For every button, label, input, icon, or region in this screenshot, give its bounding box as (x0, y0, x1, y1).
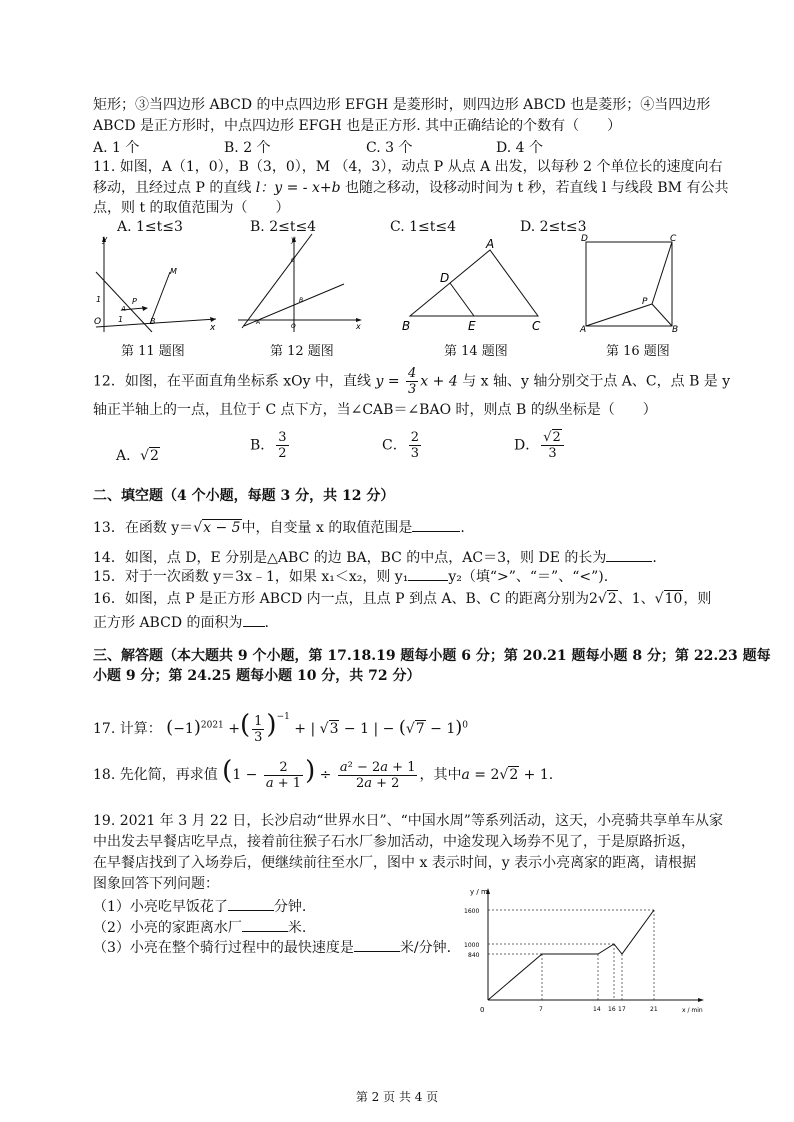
q10-option-c: C. 3 个 (366, 140, 413, 156)
graph19-xtick-21: 21 (650, 1006, 658, 1013)
q11-line-equation: l：y = - x+b (255, 180, 341, 196)
graph19-ytick-840: 840 (468, 952, 480, 959)
f11-origin-label: O (94, 317, 102, 327)
f14-e-label: E (468, 319, 476, 333)
q15: 15．对于一次函数 y＝3x﹣1，如果 x₁＜x₂，则 y₁ y₂（填“>”、“＝”、“<”). (93, 566, 608, 586)
graph19-xtick-14: 14 (593, 1006, 601, 1013)
q19-line2: 中出发去早餐店吃早点，接着前往猴子石水厂参加活动，中途发现入场券不见了，于是原路折返， (93, 834, 695, 850)
graph19-ytick-1000: 1000 (464, 942, 480, 949)
q10-option-b: B. 2 个 (224, 140, 271, 156)
q10-line2: ABCD 是正方形时，中点四边形 EFGH 也是正方形. 其中正确结论的个数有（ ） (93, 118, 622, 134)
q11-option-d: D. 2≤t≤3 (520, 219, 587, 235)
f12-y-label: y (291, 235, 296, 244)
f16-c-label: C (670, 234, 677, 244)
q12-option-b: B． $\frac{3}{2}$ (250, 430, 287, 461)
caption-fig-12: 第 12 题图 (270, 344, 334, 359)
f11-y-label: y (102, 235, 108, 245)
f12-c-label: C (291, 257, 296, 264)
f11-one-y-label: 1 (96, 295, 102, 304)
page-footer: 第 2 页 共 4 页 (355, 1090, 439, 1104)
q18: 18. 先化简，再求值 (1 − $\frac{2}{a + 1}$ ) ÷ $\frac{\text{a² − 2a + 1}}{2a + 2}$ ，其中a = 2√2 + 1. (93, 756, 554, 791)
f16-p-label: P (642, 297, 648, 307)
q19-line1: 19. 2021 年 3 月 22 日，长沙启动“世界水日”、“中国水周”等系列活动，这天，小亮骑共享单车从家 (93, 813, 723, 829)
graph19-xtick-7: 7 (539, 1006, 543, 1013)
q12-line2: 轴正半轴上的一点，且位于 C 点下方，当∠CAB＝∠BAO 时，则点 B 的纵坐标是（ ） (93, 402, 657, 418)
figure-11 (92, 232, 222, 334)
f11-p-label: P (132, 297, 137, 306)
f16-b-label: B (672, 325, 679, 334)
f11-b-label: B (150, 317, 156, 326)
q19-line3: 在早餐店找到了入场券后，便继续前往至水厂，图中 x 表示时间，y 表示小亮离家的距离，请根据 (93, 855, 697, 871)
q11-line1: 11. 如图，A（1，0），B（3，0），M （4，3），动点 P 从点 A 出发，以每秒 2 个单位长的速度向右 (93, 159, 723, 175)
q19-line4: 图象回答下列问题： (93, 876, 219, 892)
q11-option-b: B. 2≤t≤4 (250, 219, 317, 235)
caption-fig-14: 第 14 题图 (444, 344, 508, 359)
section2-title: 二、填空题（4 个小题，每题 3 分，共 12 分） (93, 488, 395, 504)
q19-sub2: （2）小亮的家距离水厂 米. (93, 917, 306, 937)
graph19-xtick-17: 17 (618, 1006, 626, 1013)
q16-line2: 正方形 ABCD 的面积为 . (93, 612, 269, 632)
f16-a-label: A (580, 325, 587, 334)
q19-sub1: （1）小亮吃早饭花了 分钟. (93, 896, 306, 916)
f14-a-label: A (486, 237, 495, 251)
f11-m-label: M (170, 267, 177, 276)
f14-b-label: B (402, 319, 411, 333)
q17: 17. 计算： $(-1)^{2021}$ +( $\frac{1}{3}$ )$^{-1}$ + | √3 − 1 | − $(√7 - 1)^0$ (93, 710, 469, 745)
figure-14 (398, 236, 548, 334)
q16-line1: 16．如图，点 P 是正方形 ABCD 内一点，且点 P 到点 A、B、C 的距离分别为2√2、1、√10，则 (93, 591, 712, 607)
f12-x-label: x (356, 322, 361, 331)
section3-title-line2: 小题 9 分；第 24.25 题每小题 10 分，共 72 分） (93, 668, 421, 684)
graph19-origin: 0 (480, 1006, 485, 1014)
q11-option-c: C. 1≤t≤4 (390, 219, 457, 235)
graph19-xtick-16: 16 (608, 1006, 616, 1013)
q12-line1: 12．如图，在平面直角坐标系 xOy 中，直线 y = $\frac{4}{3}$ x + 4 与 x 轴、y 轴分别交于点 A、C，点 B 是 y (93, 366, 731, 397)
figure-12 (236, 232, 366, 334)
f11-x-label: x (210, 323, 216, 333)
q14: 14．如图，点 D，E 分别是△ABC 的边 BA，BC 的中点，AC＝3，则 DE 的长为 . (93, 547, 657, 567)
q11-line3: 点，则 t 的取值范围为（ ） (93, 200, 290, 216)
q19-graph (456, 884, 708, 1016)
q13: 13．在函数 y＝√x − 5中，自变量 x 的取值范围是 . (93, 517, 465, 537)
f14-d-label: D (440, 271, 450, 285)
q11-option-a: A. 1≤t≤3 (117, 219, 183, 235)
f11-one-x-label: 1 (118, 315, 124, 324)
figure-16 (576, 232, 686, 334)
caption-fig-11: 第 11 题图 (121, 344, 185, 359)
graph19-xlabel: x / min (682, 1007, 703, 1014)
q11-line2: 移动，且经过点 P 的直线 l：y = - x+b 也随之移动，设移动时间为 t 秒，若直线 l 与线段 BM 有公共 (93, 180, 729, 196)
f16-d-label: D (581, 234, 588, 244)
q19-sub3: （3）小亮在整个骑行过程中的最快速度是 米/分钟. (93, 937, 451, 957)
q12-option-d: D． $\frac{√2}{3}$ (514, 430, 566, 461)
q12-option-c: C． $\frac{2}{3}$ (382, 430, 419, 461)
q10-line1: 矩形；③当四边形 ABCD 的中点四边形 EFGH 是菱形时，则四边形 ABCD 也是菱形；④当四边形 (93, 97, 711, 113)
f11-a-label: A (121, 305, 126, 313)
f12-a-label: A (256, 319, 261, 326)
caption-fig-16: 第 16 题图 (606, 344, 670, 359)
f12-o-label: O (291, 323, 296, 330)
q10-option-d: D. 4 个 (496, 140, 543, 156)
graph19-ytick-1600: 1600 (464, 908, 480, 915)
graph19-ylabel: y / m (470, 888, 488, 896)
q12-option-a: A．√2 (116, 448, 159, 464)
q10-option-a: A. 1 个 (93, 140, 140, 156)
f14-c-label: C (532, 319, 541, 333)
section3-title-line1: 三、解答题（本大题共 9 个小题，第 17.18.19 题每小题 6 分；第 20.21 题每小题 8 分；第 22.23 题每 (93, 648, 771, 664)
f12-b-label: B (299, 297, 304, 304)
